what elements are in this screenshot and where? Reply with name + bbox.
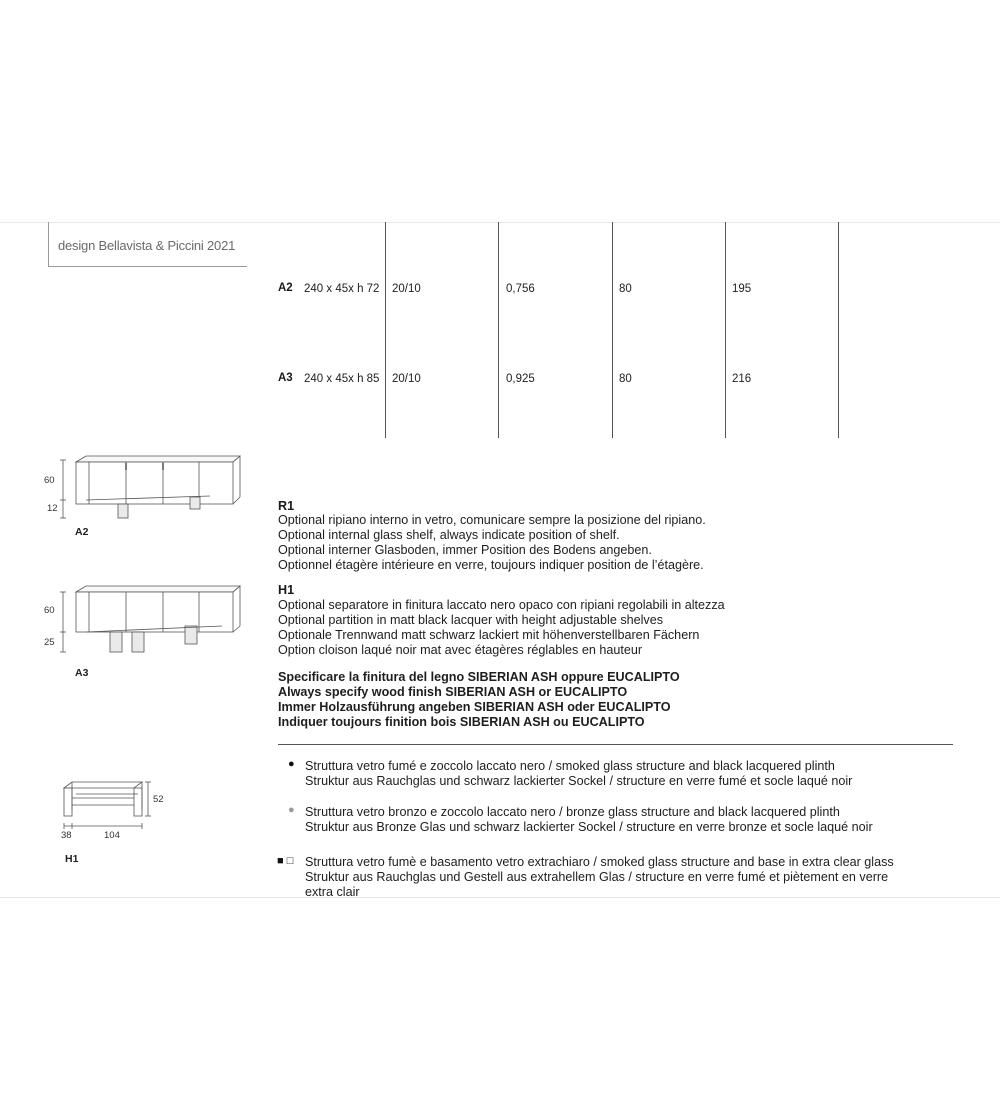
option-line: extra clair	[305, 885, 360, 897]
black-dot-icon: ●	[288, 758, 295, 770]
drawing-label-h1: H1	[65, 853, 79, 865]
row-cell: 20/10	[392, 283, 421, 295]
dim-a3-bottom: 25	[44, 637, 55, 648]
row-cell: 0,756	[506, 283, 535, 295]
h1-line: Optionale Trennwand matt schwarz lackiert mit höhenverstellbaren Fächern	[278, 628, 700, 642]
r1-line: Optional ripiano interno in vetro, comunicare sempre la posizione del ripiano.	[278, 513, 706, 527]
h1-line: Optional partition in matt black lacquer with height adjustable shelves	[278, 613, 664, 627]
dim-h1-depth: 38	[61, 830, 72, 841]
h1-title: H1	[278, 583, 295, 597]
option-line: Struttura vetro fumè e basamento vetro extrachiaro / smoked glass structure and base in extra clear glass	[305, 855, 894, 869]
row-cell: 20/10	[392, 373, 421, 385]
design-credit: design Bellavista & Piccini 2021	[58, 238, 236, 253]
h1-line: Optional separatore in finitura laccato nero opaco con ripiani regolabili in altezza	[278, 598, 725, 612]
dim-a3-top: 60	[44, 605, 55, 616]
drawing-label-a3: A3	[75, 667, 89, 679]
r1-title: R1	[278, 499, 295, 513]
row-dims: 240 x 45x h 72	[304, 283, 380, 295]
r1-line: Optional interner Glasboden, immer Position des Bodens angeben.	[278, 543, 652, 557]
bottom-border	[0, 897, 1000, 898]
finish-note-line: Immer Holzausführung angeben SIBERIAN ASH oder EUCALIPTO	[278, 700, 671, 714]
finish-note-line: Always specify wood finish SIBERIAN ASH or EUCALIPTO	[278, 685, 628, 699]
row-cell: 80	[619, 373, 632, 385]
option-line: Struttura vetro fumé e zoccolo laccato nero / smoked glass structure and black lacquered plinth	[305, 759, 835, 773]
option-line: Struktur aus Bronze Glas und schwarz lackierter Sockel / structure en verre bronze et socle laqué noir	[305, 820, 873, 834]
row-dims: 240 x 45x h 85	[304, 373, 380, 385]
option-line: Struttura vetro bronzo e zoccolo laccato nero / bronze glass structure and black lacquered plinth	[305, 805, 840, 819]
row-code: A3	[278, 372, 293, 384]
dim-a2-top: 60	[44, 475, 55, 486]
square-swatch-icon: ■ □	[277, 855, 294, 867]
dim-h1-height: 52	[153, 794, 164, 805]
row-cell: 195	[732, 283, 752, 295]
r1-line: Optional internal glass shelf, always indicate position of shelf.	[278, 528, 620, 542]
row-code: A2	[278, 282, 293, 294]
option-line: Struktur aus Rauchglas und schwarz lackierter Sockel / structure en verre fumé et socle laqué noir	[305, 774, 853, 788]
h1-line: Option cloison laqué noir mat avec étagères réglables en hauteur	[278, 643, 643, 657]
row-cell: 80	[619, 283, 632, 295]
dim-h1-width: 104	[104, 830, 120, 841]
row-cell: 216	[732, 373, 752, 385]
section-separator	[278, 744, 953, 745]
grey-dot-icon: ●	[288, 804, 295, 816]
finish-note-line: Indiquer toujours finition bois SIBERIAN ASH ou EUCALIPTO	[278, 715, 645, 729]
dim-a2-bottom: 12	[47, 503, 58, 514]
row-cell: 0,925	[506, 373, 535, 385]
drawing-label-a2: A2	[75, 526, 89, 538]
option-line: Struktur aus Rauchglas und Gestell aus extrahellem Glas / structure en verre fumé et piètement en verre	[305, 870, 889, 884]
finish-note-line: Specificare la finitura del legno SIBERIAN ASH oppure EUCALIPTO	[278, 670, 680, 684]
r1-line: Optionnel étagère intérieure en verre, toujours indiquer position de l’étagère.	[278, 558, 704, 572]
